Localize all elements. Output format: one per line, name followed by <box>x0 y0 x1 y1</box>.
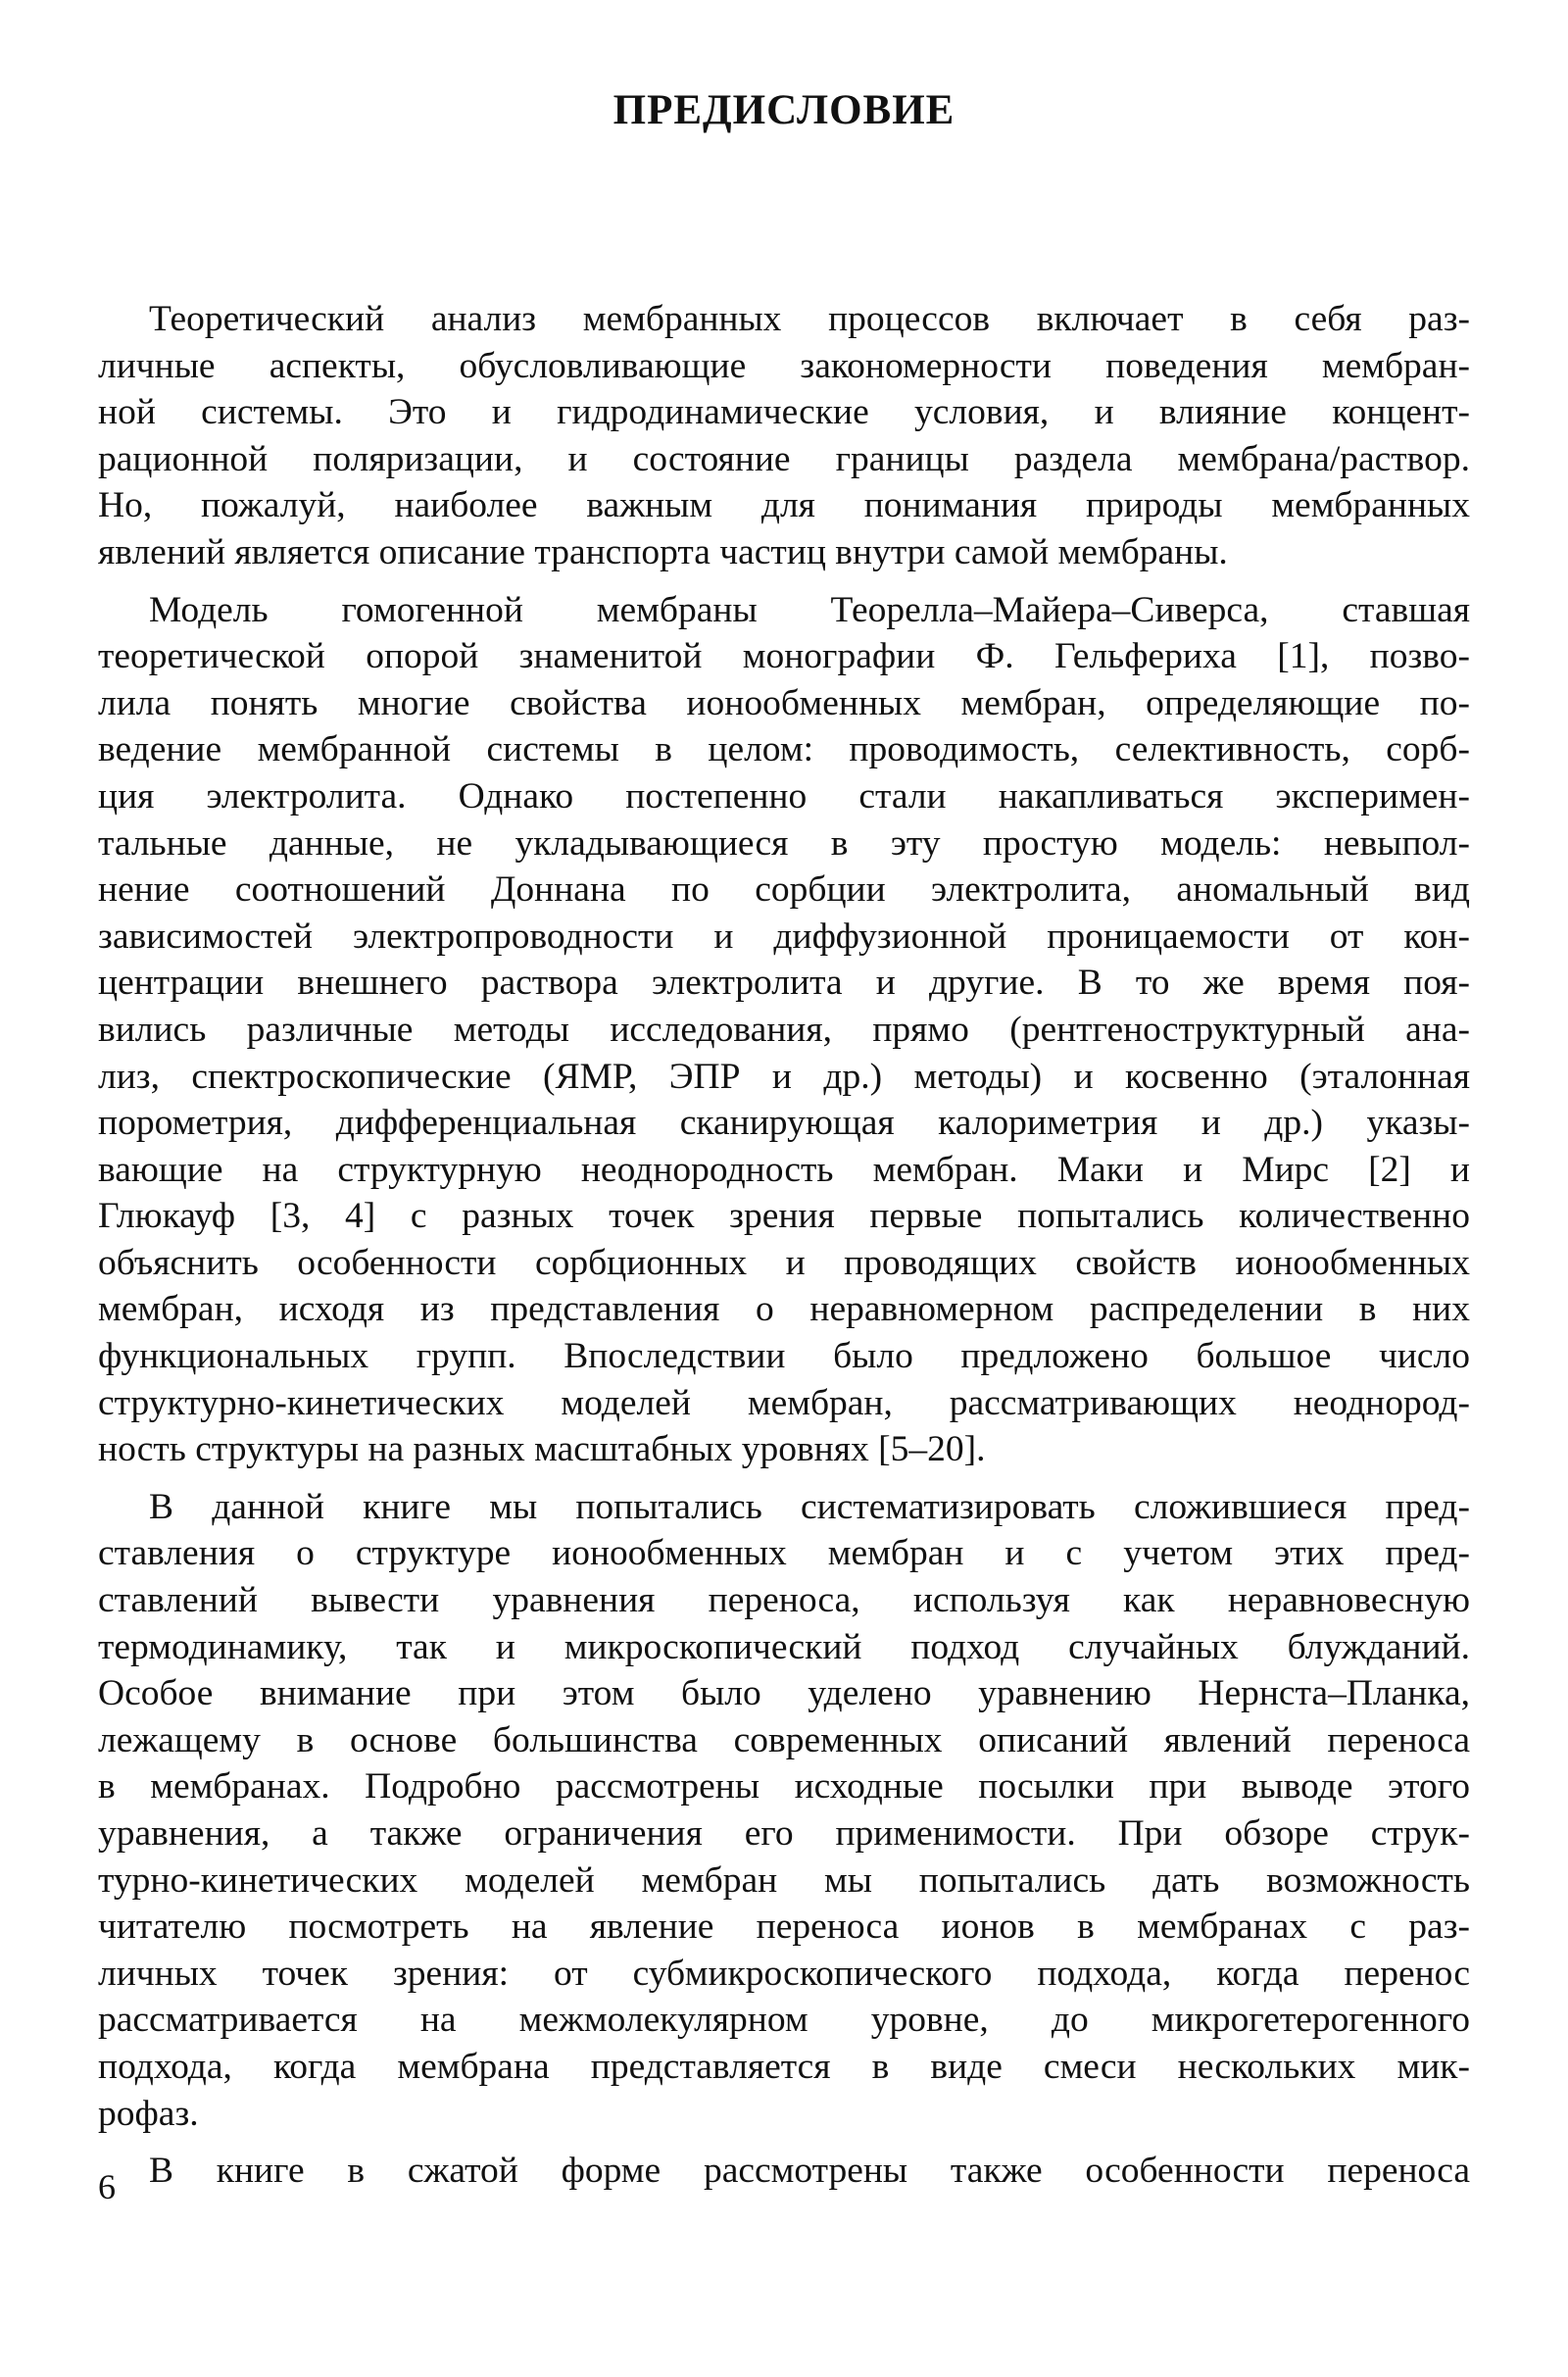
text-line: вились различные методы исследования, прямо (рентгеноструктурный ана- <box>98 1009 1470 1050</box>
text-line: зависимостей электропроводности и диффузионной проницаемости от кон- <box>98 916 1470 957</box>
page-number: 6 <box>98 2167 116 2206</box>
text-line: тальные данные, не укладывающиеся в эту простую модель: невыпол- <box>98 822 1470 864</box>
text-line: термодинамику, так и микроскопический подход случайных блужданий. <box>98 1626 1470 1667</box>
text-line: личных точек зрения: от субмикроскопического подхода, когда перенос <box>98 1953 1470 1994</box>
text-line: Особое внимание при этом было уделено уравнению Нернста–Планка, <box>98 1673 1470 1714</box>
text-line: структурно-кинетических моделей мембран, рассматривающих неоднород- <box>98 1382 1470 1423</box>
text-line: Модель гомогенной мембраны Теорелла–Майера–Сиверса, ставшая <box>149 589 1470 630</box>
text-line: теоретической опорой знаменитой монографии Ф. Гельфериха [1], позво- <box>98 636 1470 677</box>
text-line: явлений является описание транспорта частиц внутри самой мембраны. <box>98 531 1228 572</box>
text-line: турно-кинетических моделей мембран мы попытались дать возможность <box>98 1859 1470 1901</box>
text-line: функциональных групп. Впоследствии было предложено большое число <box>98 1336 1470 1377</box>
text-line: ведение мембранной системы в целом: проводимость, селективность, сорб- <box>98 729 1470 770</box>
text-line: вающие на структурную неоднородность мембран. Маки и Мирс [2] и <box>98 1149 1470 1190</box>
text-line: ция электролита. Однако постепенно стали накапливаться эксперимен- <box>98 775 1470 817</box>
text-line: лила понять многие свойства ионообменных мембран, определяющие по- <box>98 682 1470 723</box>
text-line: в мембранах. Подробно рассмотрены исходные посылки при выводе этого <box>98 1766 1470 1808</box>
text-line: рассматривается на межмолекулярном уровне, до микрогетерогенного <box>98 2000 1470 2041</box>
paragraph-2 <box>98 587 1470 1473</box>
paragraph-3 <box>98 1484 1470 2137</box>
text-line: В данной книге мы попытались систематизировать сложившиеся пред- <box>149 1486 1470 1527</box>
text-line: В книге в сжатой форме рассмотрены также особенности переноса <box>149 2151 1470 2192</box>
text-line: лежащему в основе большинства современных описаний явлений переноса <box>98 1719 1470 1760</box>
text-line: рофаз. <box>98 2093 199 2134</box>
text-line: ность структуры на разных масштабных уровнях [5–20]. <box>98 1429 986 1470</box>
text-line: ставлений вывести уравнения переноса, используя как неравновесную <box>98 1580 1470 1621</box>
body-text <box>98 296 1470 2195</box>
text-line: подхода, когда мембрана представляется в виде смеси нескольких мик- <box>98 2046 1470 2087</box>
text-line: Но, пожалуй, наиболее важным для понимания природы мембранных <box>98 485 1470 526</box>
text-line: мембран, исходя из представления о неравномерном распределении в них <box>98 1289 1470 1330</box>
text-line: порометрия, дифференциальная сканирующая калориметрия и др.) указы- <box>98 1103 1470 1144</box>
text-line: рационной поляризации, и состояние границы раздела мембрана/раствор. <box>98 438 1470 479</box>
text-line: объяснить особенности сорбционных и проводящих свойств ионообменных <box>98 1242 1470 1283</box>
text-line: Глюкауф [3, 4] с разных точек зрения первые попытались количественно <box>98 1196 1470 1237</box>
text-line: ной системы. Это и гидродинамические условия, и влияние концент- <box>98 392 1470 433</box>
paragraph-4 <box>98 2148 1470 2195</box>
text-line: Теоретический анализ мембранных процессов включает в себя раз- <box>149 299 1470 339</box>
text-line: личные аспекты, обусловливающие закономерности поведения мембран- <box>98 345 1470 386</box>
text-line: читателю посмотреть на явление переноса ионов в мембранах с раз- <box>98 1907 1470 1948</box>
text-line: нение соотношений Доннана по сорбции электролита, аномальный вид <box>98 869 1470 911</box>
text-line: центрации внешнего раствора электролита и другие. В то же время поя- <box>98 963 1470 1004</box>
text-line: лиз, спектроскопические (ЯМР, ЭПР и др.) методы) и косвенно (эталонная <box>98 1056 1470 1097</box>
text-line: уравнения, а также ограничения его применимости. При обзоре струк- <box>98 1813 1470 1854</box>
page-title: ПРЕДИСЛОВИЕ <box>612 87 956 133</box>
text-line: ставления о структуре ионообменных мембран и с учетом этих пред- <box>98 1533 1470 1574</box>
paragraph-1 <box>98 296 1470 576</box>
